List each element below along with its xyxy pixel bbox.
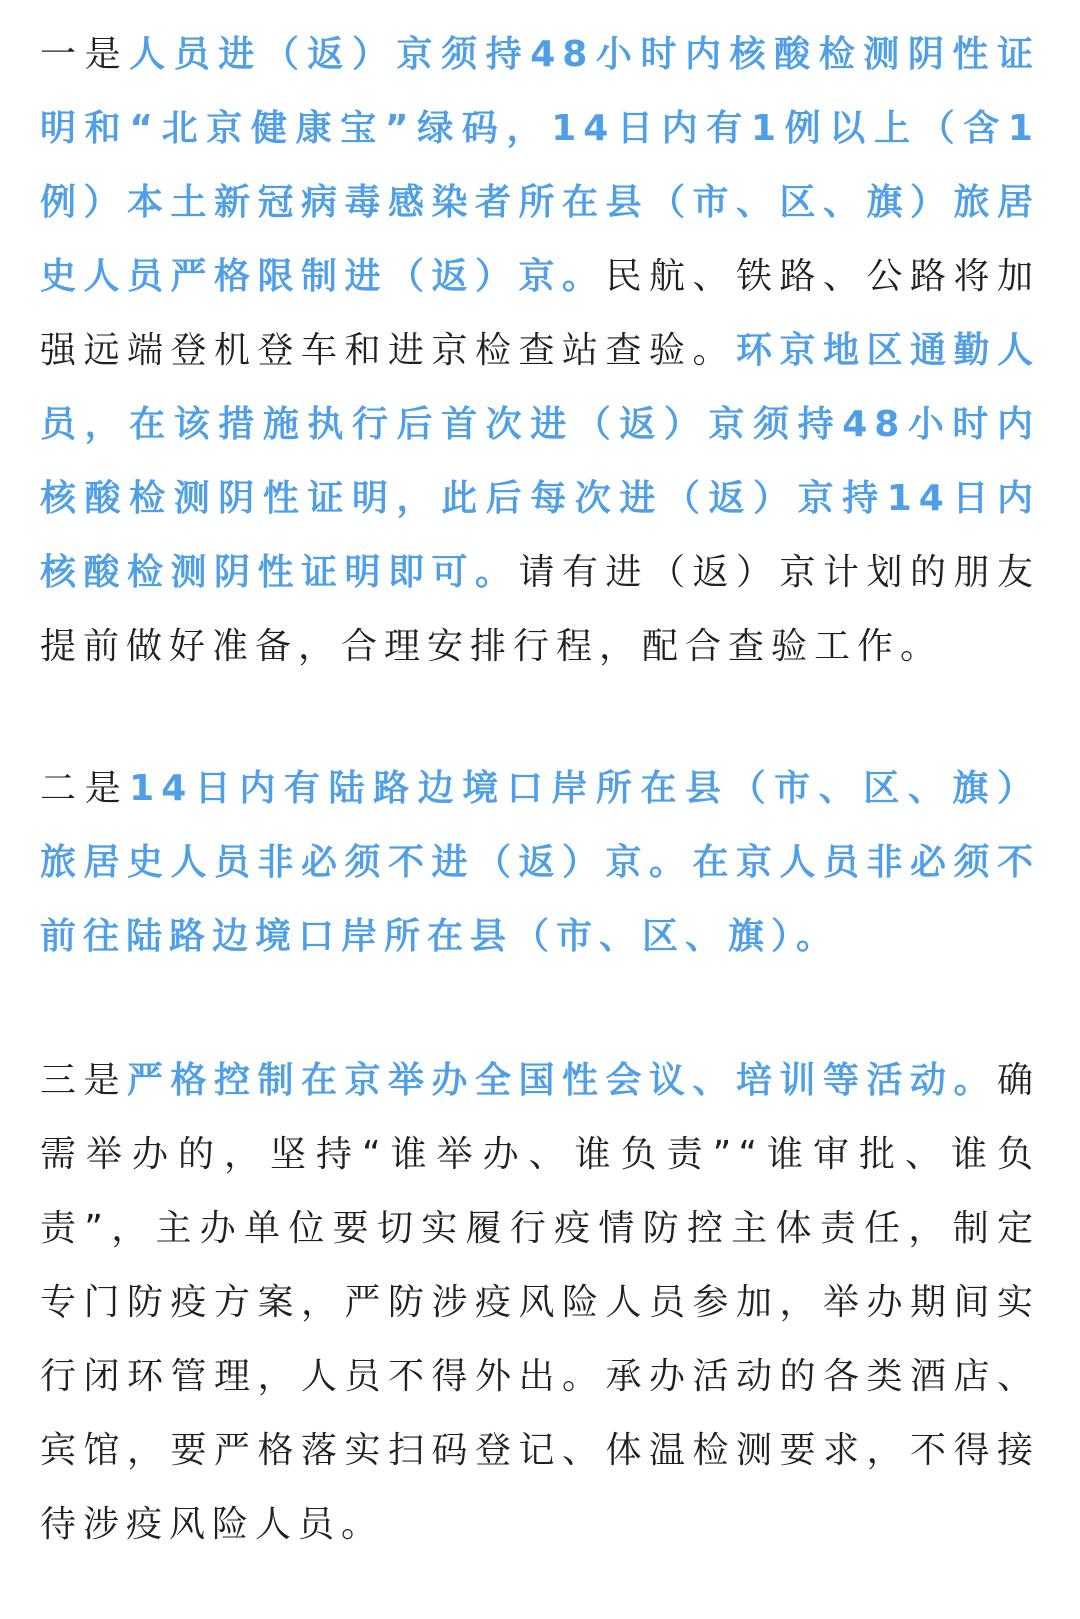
paragraph-one-highlight-entry-requirement: 人员进（返）京须持48小时内核酸检测阴性证明和“北京健康宝”绿码，14日内有1例以上（含1例）本土新冠病毒感染者所在县（市、区、旗）旅居史人员严格限制进（返）京。	[40, 34, 1040, 297]
paragraph-one-transport-check: 民航、铁路、公路将加强远端登机登车和进京检查站查验。	[40, 256, 1040, 371]
paragraph-three-lead: 三是	[40, 1060, 127, 1101]
paragraph-two-lead: 二是	[40, 768, 130, 809]
paragraph-three	[40, 1044, 1040, 1562]
paragraph-one	[40, 0, 1040, 684]
paragraph-one-advice: 请有进（返）京计划的朋友提前做好准备，合理安排行程，配合查验工作。	[40, 552, 1040, 667]
paragraph-three-details: 确需举办的，坚持“谁举办、谁负责”“谁审批、谁负责”，主办单位要切实履行疫情防控主体责任，制定专门防疫方案，严防涉疫风险人员参加，举办期间实行闭环管理，人员不得外出。承办活动的各类酒店、宾馆，要严格落实扫码登记、体温检测要求，不得接待涉疫风险人员。	[40, 1060, 1040, 1545]
paragraph-two	[40, 752, 1040, 974]
paragraph-one-lead: 一是	[40, 34, 130, 75]
paragraph-one-highlight-commuters: 环京地区通勤人员，在该措施执行后首次进（返）京须持48小时内核酸检测阴性证明，此后每次进（返）京持14日内核酸检测阴性证明即可。	[40, 330, 1040, 593]
paragraph-three-highlight-meetings: 严格控制在京举办全国性会议、培训等活动。	[127, 1060, 997, 1101]
paragraph-two-highlight-border-ports: 14日内有陆路边境口岸所在县（市、区、旗）旅居史人员非必须不进（返）京。在京人员非必须不前往陆路边境口岸所在县（市、区、旗）。	[40, 768, 1040, 957]
